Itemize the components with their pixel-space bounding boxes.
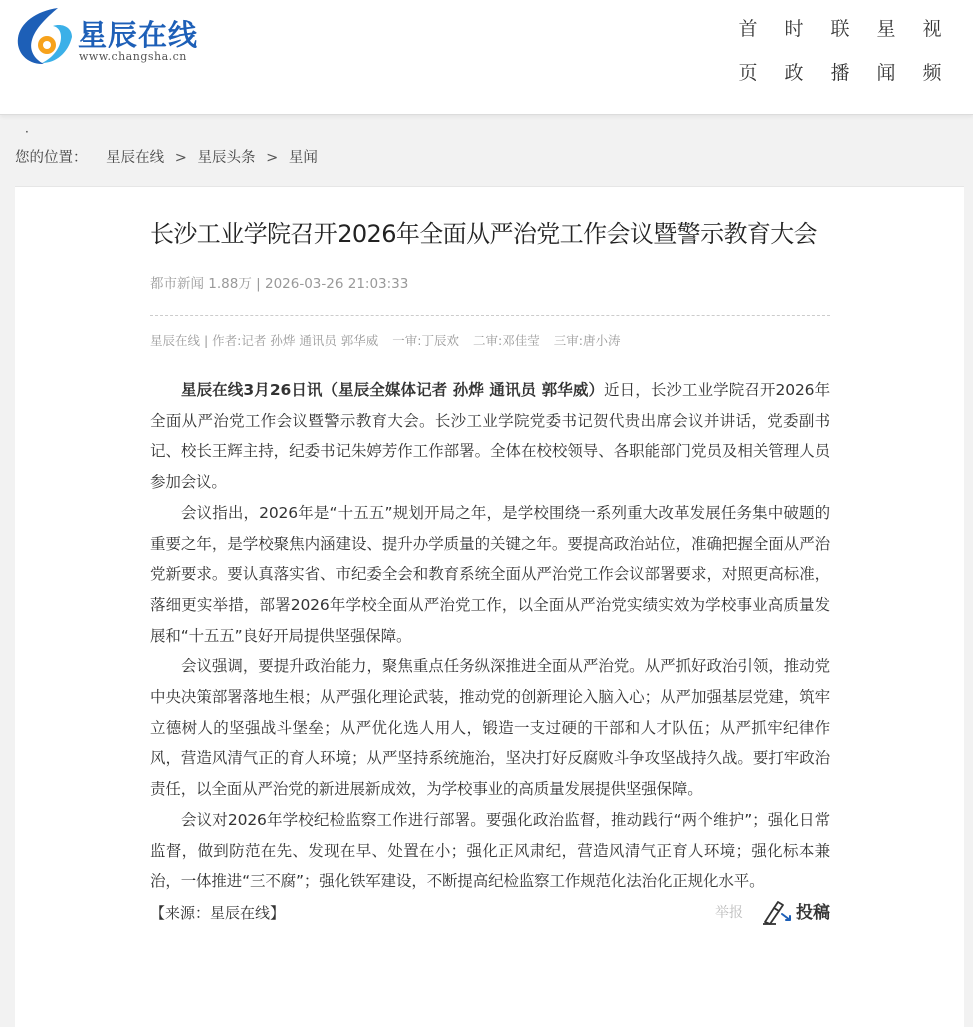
breadcrumb-link-home[interactable]: 星辰在线: [106, 150, 165, 166]
article-byline: [150, 331, 830, 351]
article-paragraph: 会议强调，要提升政治能力，聚焦重点任务纵深推进全面从严治党。从严抓好政治引领，推动党中央决策部署落地生根；从严强化理论武装，推动党的创新理论入脑入心；从严加强基层党建，筑牢立德树人的坚强战斗堡垒；从严优化选人用人，锻造一支过硬的干部和人才队伍；从严抓牢纪律作风，营造风清气正的育人环境；从严坚持系统施治，坚决打好反腐败斗争攻坚战持久战。要打牢政治责任，以全面从严治党的新进展新成效，为学校事业的高质量发展提供坚强保障。: [150, 657, 830, 799]
report-link[interactable]: 举报: [715, 904, 743, 921]
byline-site-author: 星辰在线 | 作者:记者 孙烨 通讯员 郭华威: [150, 333, 379, 348]
nav-label-line1: 时: [784, 18, 804, 40]
article-source: 【来源：星辰在线】: [150, 903, 286, 922]
article-title: 长沙工业学院召开2026年全面从严治党工作会议暨警示教育大会: [150, 220, 818, 248]
byline-review1: 一审:丁辰欢: [392, 333, 460, 348]
submit-button[interactable]: [762, 897, 830, 929]
article-footer: [150, 897, 830, 929]
nav-item-video[interactable]: [909, 14, 955, 102]
decorative-dot: ·: [25, 125, 29, 139]
top-nav: [725, 14, 955, 102]
article: [150, 187, 830, 929]
lead-text: 近日，长沙工业学院召开2026年全面从严治党工作会议暨警示教育大会。长沙工业学院党委书记贺代贵出席会议并讲话，党委副书记、校长王辉主持，纪委书记朱婷芳作工作部署。全体在校校领导、各职能部门党员及相关管理人员参加会议。: [150, 381, 830, 492]
submit-pen-icon: [762, 900, 794, 926]
byline-review3: 三审:唐小涛: [553, 333, 621, 348]
nav-item-broadcast[interactable]: [817, 14, 863, 102]
byline-review2: 二审:邓佳莹: [473, 333, 540, 348]
nav-label-line1: 视: [922, 18, 942, 40]
site-logo-url: www.changsha.cn: [79, 50, 187, 63]
nav-label-line1: 星: [876, 18, 896, 40]
article-paragraph: [150, 375, 830, 498]
article-meta: 都市新闻 1.88万 | 2026-03-26 21:03:33: [150, 274, 830, 316]
nav-label-line2: 频: [922, 62, 942, 84]
nav-label-line2: 页: [738, 62, 758, 84]
site-logo-text[interactable]: 星辰在线: [78, 18, 199, 52]
nav-item-politics[interactable]: [771, 14, 817, 102]
nav-item-news[interactable]: [863, 14, 909, 102]
nav-label-line2: 播: [830, 62, 850, 84]
breadcrumb-separator: >: [266, 150, 279, 166]
nav-label-line2: 政: [784, 62, 804, 84]
nav-label-line1: 联: [830, 18, 850, 40]
breadcrumb-label: 您的位置：: [15, 150, 88, 166]
breadcrumb-link-headlines[interactable]: 星辰头条: [197, 150, 256, 166]
site-header: [0, 0, 973, 115]
article-body: [150, 375, 830, 897]
breadcrumb-separator: >: [174, 150, 187, 166]
changsha-logo-icon[interactable]: [14, 5, 76, 67]
article-paragraph: 会议对2026年学校纪检监察工作进行部署。要强化政治监督，推动践行“两个维护”；强化日常监督，做到防范在先、发现在早、处置在小；强化正风肃纪，营造风清气正育人环境；强化标本兼治，一体推进“三不腐”；强化铁军建设，不断提高纪检监察工作规范化法治化正规化水平。: [150, 810, 830, 891]
nav-label-line2: 闻: [876, 62, 896, 84]
article-card: [15, 186, 964, 1027]
breadcrumb: [15, 147, 318, 169]
breadcrumb-link-news[interactable]: 星闻: [288, 150, 318, 166]
nav-item-homepage[interactable]: [725, 14, 771, 102]
nav-label-line1: 首: [738, 18, 758, 40]
article-paragraph: 会议指出，2026年是“十五五”规划开局之年，是学校围绕一系列重大改革发展任务集中破题的重要之年，是学校聚焦内涵建设、提升办学质量的关键之年。要提高政治站位，准确把握全面从严治党新要求。要认真落实省、市纪委全会和教育系统全面从严治党工作会议部署要求，对照更高标准，落细更实举措，部署2026年学校全面从严治党工作，以全面从严治党实绩实效为学校事业高质量发展和“十五五”良好开局提供坚强保障。: [150, 503, 830, 645]
lead-dateline: 星辰在线3月26日讯（星辰全媒体记者 孙烨 通讯员 郭华威）: [181, 381, 605, 399]
submit-label: 投稿: [796, 902, 830, 923]
